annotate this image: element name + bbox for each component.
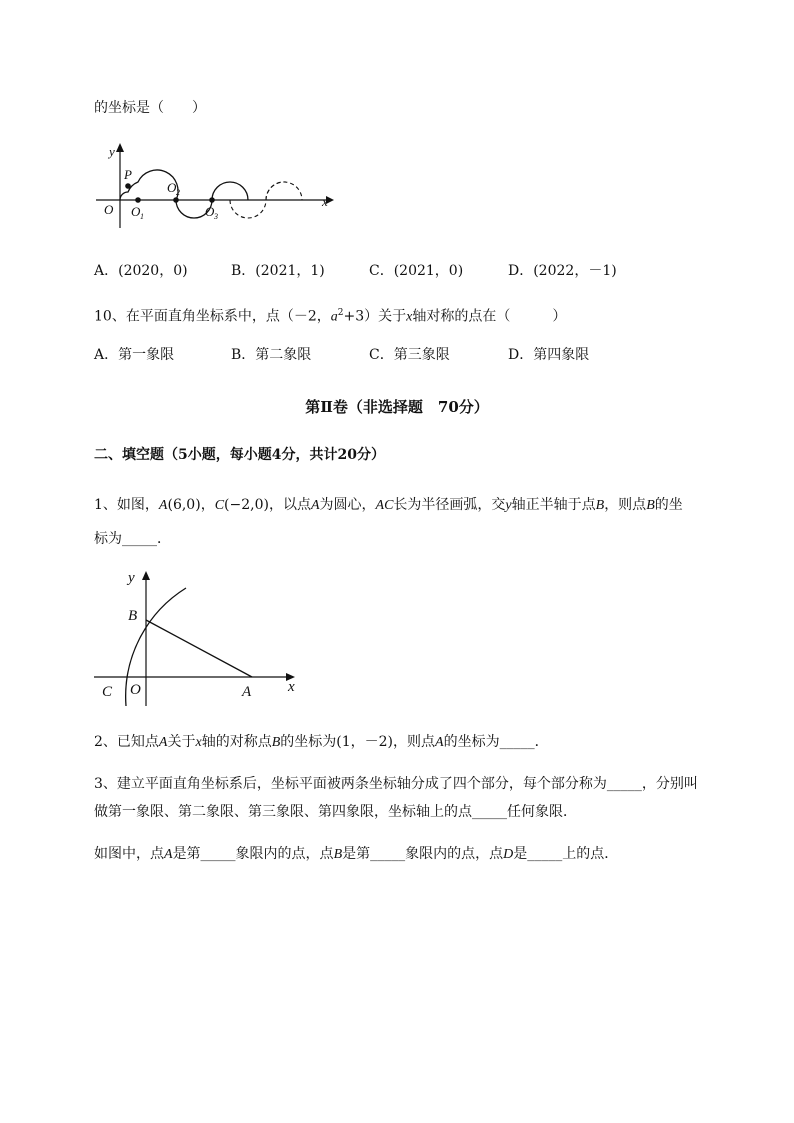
q9-option-d: D．(2022，－1): [508, 263, 617, 279]
q1-line2: 标为_____．: [94, 531, 171, 547]
point-O1: [135, 197, 141, 203]
section2-heading: 二、填空题（5小题，每小题4分，共计20分）: [94, 447, 385, 463]
q10-option-d: D．第四象限: [508, 347, 590, 363]
label-O: O: [130, 682, 141, 698]
y-axis-arrow: [142, 571, 150, 580]
q9-tail: 的坐标是（ ）: [94, 100, 206, 116]
segment-BA: [146, 620, 252, 677]
figure-wave-path: [90, 140, 340, 230]
q3-figure-line: 如图中，点A是第_____象限内的点，点B是第_____象限内的点，点D是_____上的点．: [94, 846, 619, 862]
label-O2-sub: 2: [176, 188, 180, 197]
q3-line1: 3、建立平面直角坐标系后，坐标平面被两条坐标轴分成了四个部分，每个部分称为_____，分别叫: [94, 776, 698, 792]
label-O3: O: [205, 204, 215, 219]
point-O3: [209, 197, 215, 203]
q9-option-a: A．(2020，0): [94, 263, 188, 279]
wave-dashed-tail: [266, 182, 286, 200]
q10-option-c: C．第三象限: [369, 347, 450, 363]
label-O3-sub: 3: [214, 212, 218, 221]
q3-line2: 做第一象限、第二象限、第三象限、第四象限，坐标轴上的点_____任何象限．: [94, 804, 577, 820]
label-x: x: [322, 194, 328, 209]
y-axis-arrow: [116, 143, 124, 152]
label-B: B: [128, 608, 138, 624]
label-P: P: [124, 167, 132, 182]
part2-title: 第Ⅱ卷（非选择题 70分）: [305, 398, 489, 416]
q10-stem: 10、在平面直角坐标系中，点（－2，$a^2+3$）关于x轴对称的点在（ ）: [94, 308, 567, 325]
q10-option-a: A．第一象限: [94, 347, 175, 363]
label-O2: O: [167, 180, 177, 195]
point-O2: [173, 197, 179, 203]
q9-option-c: C．(2021，0): [369, 263, 464, 279]
label-O1: O: [131, 204, 141, 219]
label-y: y: [109, 144, 115, 159]
label-O: O: [104, 202, 114, 217]
label-O1-sub: 1: [140, 212, 144, 221]
label-C: C: [102, 684, 113, 700]
figure-arc: [90, 566, 310, 712]
q1-stem: 1、如图，A(6,0)，C(−2,0)，以点A为圆心，AC长为半径画弧，交y轴正半轴于点B，则点B的坐: [94, 497, 683, 513]
label-y: y: [128, 570, 135, 586]
label-x: x: [288, 679, 295, 695]
label-A: A: [242, 684, 252, 700]
q10-option-b: B．第二象限: [231, 347, 312, 363]
point-P: [125, 183, 131, 189]
q2-stem: 2、已知点A关于x轴的对称点B的坐标为(1，－2)，则点A的坐标为_____．: [94, 734, 549, 750]
q9-option-b: B．(2021，1): [231, 263, 325, 279]
